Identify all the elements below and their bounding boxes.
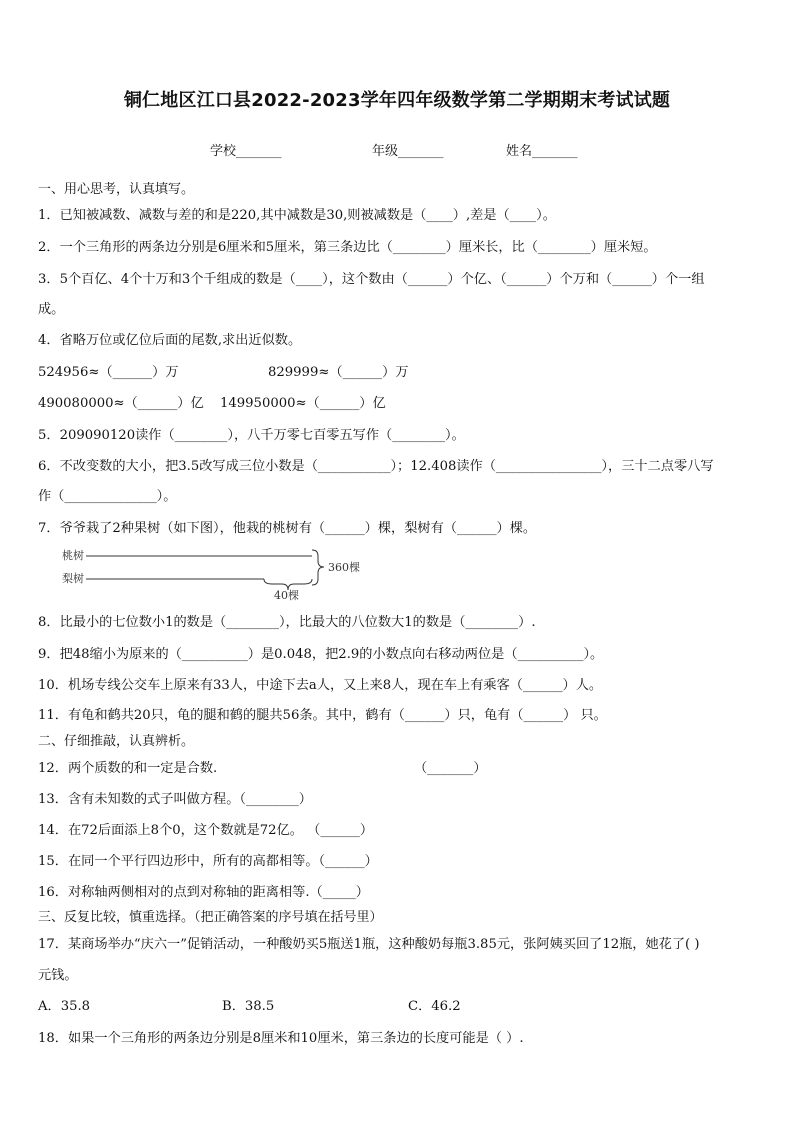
question-4-item-3: 490080000≈（______）亿 [38,396,204,411]
question-14: 14．在72后面添上8个0，这个数就是72亿。 （______） [38,823,374,838]
question-2: 2．一个三角形的两条边分别是6厘米和5厘米，第三条边比（________）厘米长，比（________）厘米短。 [38,240,657,255]
question-17: 17．某商场举办“庆六一”促销活动，一种酸奶买5瓶送1瓶，这种酸奶每瓶3.85元，张阿姨买回了12瓶，她花了( ) [38,937,700,952]
peach-tree-label: 桃树 [62,549,84,562]
page-title: 铜仁地区江口县2022-2023学年四年级数学第二学期期末考试试题 [123,90,671,111]
question-15: 15．在同一个平行四边形中，所有的高都相等。（______） [38,854,378,869]
school-field: 学校_______ [210,144,282,159]
question-6-cont: 作（______________）。 [38,489,177,504]
question-13: 13．含有未知数的式子叫做方程。（________） [38,792,312,807]
question-17-cont: 元钱。 [38,968,78,983]
question-6: 6．不改变数的大小，把3.5改写成三位小数是（___________）；12.408读作（________________），三十二点零八写 [38,459,714,474]
difference-label: 40棵 [274,589,299,602]
section-2-heading: 二、仔细推敲，认真辨析。 [38,734,195,749]
question-11: 11．有龟和鹤共20只，龟的腿和鹤的腿共56条。其中，鹤有（______）只，龟有（______） 只。 [38,708,607,723]
section-1-heading: 一、用心思考，认真填写。 [38,182,195,197]
question-12: 12．两个质数的和一定是合数. [38,761,218,776]
question-17-option-a: A．35.8 [38,999,91,1014]
question-5: 5．209090120读作（________），八千万零七百零五写作（________）。 [38,428,465,443]
question-7: 7．爷爷栽了2种果树（如下图），他栽的桃树有（______）棵，梨树有（______）棵。 [38,521,537,536]
question-8: 8．比最小的七位数小1的数是（________），比最大的八位数大1的数是（________）. [38,615,536,630]
name-field: 姓名_______ [506,144,578,159]
question-4-item-2: 829999≈（______）万 [268,365,409,380]
question-12-blank: （_______） [414,761,487,776]
grade-field: 年级_______ [372,144,444,159]
question-1: 1．已知被减数、减数与差的和是220,其中减数是30,则被减数是（____）,差是（____）。 [38,208,556,223]
total-brace [312,550,324,585]
question-16: 16．对称轴两侧相对的点到对称轴的距离相等.（_____） [38,885,369,900]
pear-tree-label: 梨树 [62,572,84,585]
question-10: 10．机场专线公交车上原来有33人，中途下去a人，又上来8人，现在车上有乘客（______）人。 [38,678,603,693]
question-3: 3．5个百亿、4个十万和3个千组成的数是（____），这个数由（______）个亿、（______）个万和（______）个一组 [38,272,705,287]
question-18: 18．如果一个三角形的两条边分别是8厘米和10厘米，第三条边的长度可能是（ ）. [38,1031,524,1046]
total-label: 360棵 [328,561,360,574]
question-4-item-1: 524956≈（______）万 [38,365,179,380]
question-17-option-c: C．46.2 [408,999,461,1014]
section-3-heading: 三、反复比较，慎重选择。（把正确答案的序号填在括号里） [38,910,383,925]
fruit-tree-diagram [62,546,392,602]
question-9: 9．把48缩小为原来的（__________）是0.048，把2.9的小数点向右移动两位是（__________）。 [38,647,604,662]
question-17-option-b: B．38.5 [222,999,275,1014]
question-4: 4．省略万位或亿位后面的尾数,求出近似数。 [38,333,302,348]
question-4-item-4: 149950000≈（______）亿 [220,396,386,411]
question-3-cont: 成。 [38,302,65,317]
